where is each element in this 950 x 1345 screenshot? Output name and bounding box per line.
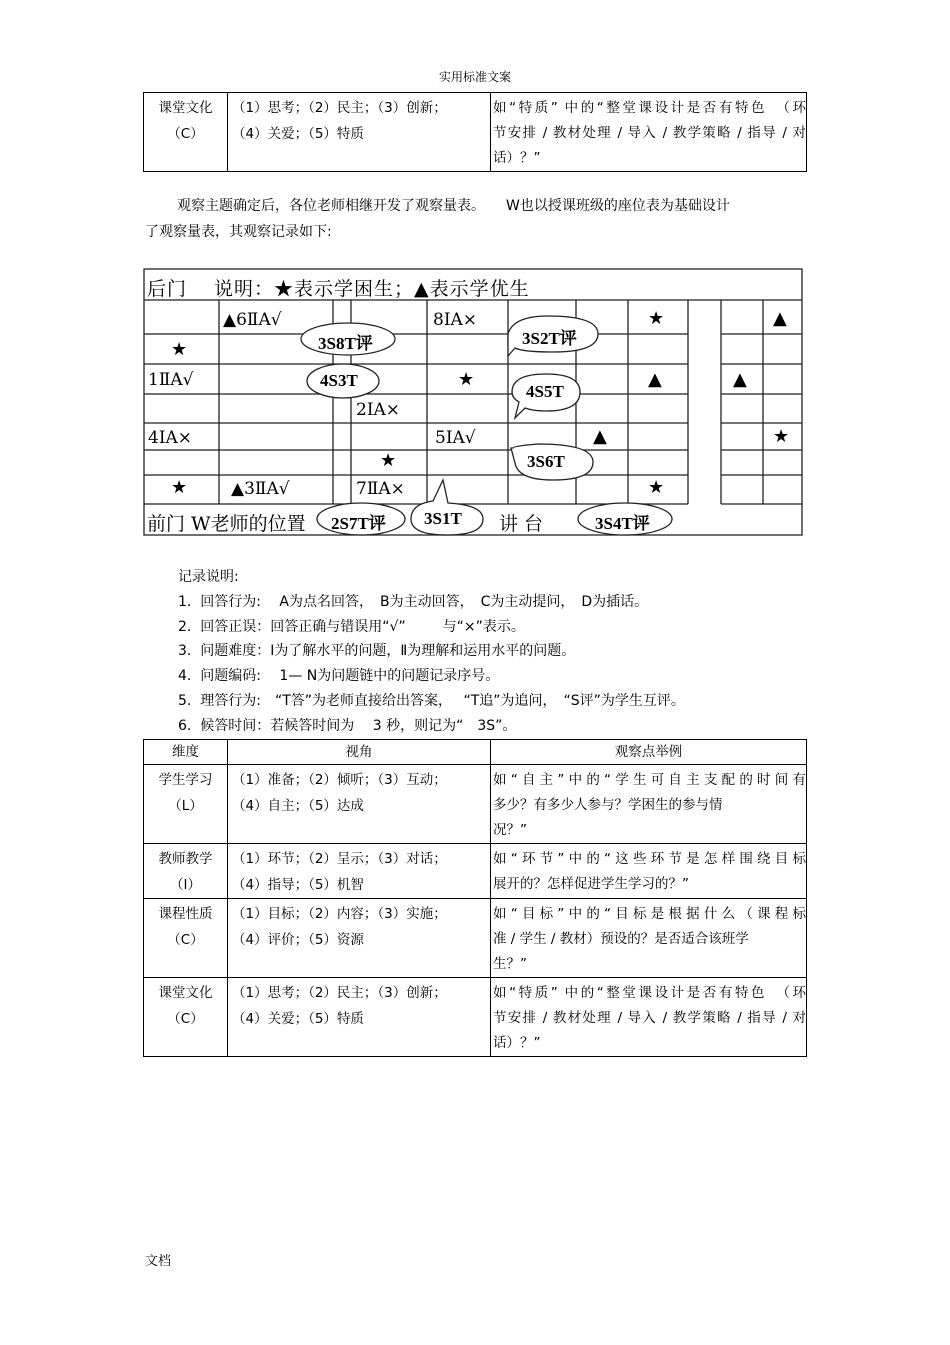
front-door-label: 前门 W老师的位置 <box>147 513 306 535</box>
star-icon: ★ <box>171 477 188 498</box>
angle-cell <box>228 765 491 844</box>
dimension-name: 课程性质 <box>158 906 213 922</box>
example-line: 话）？” <box>493 150 541 166</box>
bubble-label: 4S3T <box>320 371 358 390</box>
triangle-icon: ▲ <box>648 369 662 390</box>
note-item: 2. 回答正误：回答正确与错误用“√” 与“×”表示。 <box>178 618 525 635</box>
angle-line: （1）准备；（2）倾听；（3）互动； <box>232 772 447 788</box>
example-line: 如“特质” 中的“整堂课设计是否有特色 （环 <box>493 985 806 1001</box>
triangle-icon: ▲ <box>733 369 747 390</box>
dimension-code: （C） <box>167 932 204 948</box>
record-notes <box>178 565 685 739</box>
dimension-name: 学生学习 <box>158 772 213 788</box>
angle-line: （1）环节；（2）呈示；（3）对话； <box>232 851 447 867</box>
seat-record: 5ⅠA√ <box>435 428 476 448</box>
dimension-code: （C） <box>167 1011 204 1027</box>
angle-cell <box>228 899 491 978</box>
column-header: 视角 <box>228 740 491 765</box>
dimension-name: 教师教学 <box>158 851 213 867</box>
angle-cell <box>228 93 491 172</box>
example-cell <box>491 93 807 172</box>
example-line: 生？” <box>493 956 527 972</box>
table-header-row <box>144 740 807 765</box>
bubble-label: 3S2T评 <box>522 329 577 348</box>
table-row <box>144 899 807 978</box>
intro-paragraph-line1: 观察主题确定后，各位老师相继开发了观察量表。 W也以授课班级的座位表为基础设计 <box>177 198 730 214</box>
column-header: 维度 <box>144 740 228 765</box>
page-header: 实用标准文案 <box>438 70 511 84</box>
dimension-cell <box>144 978 228 1057</box>
example-line: 展开的？怎样促进学生学习的？” <box>493 876 689 892</box>
angle-line: （4）评价；（5）资源 <box>232 932 364 948</box>
angle-line: （1）目标；（2）内容；（3）实施； <box>232 906 447 922</box>
triangle-icon: ▲ <box>593 426 607 447</box>
seat-record: 2ⅠA× <box>356 400 401 420</box>
dimension-name: 课堂文化 <box>158 985 213 1001</box>
triangle-icon: ▲ <box>773 308 787 329</box>
note-item: 6. 候答时间：若候答时间为 3 秒，则记为“ 3S”。 <box>178 717 517 734</box>
dimension-code: （I） <box>170 877 201 893</box>
example-line: 如“特质” 中的“整堂课设计是否有特色 （环 <box>493 100 806 116</box>
star-icon: ★ <box>648 477 665 498</box>
table-row <box>144 765 807 844</box>
star-icon: ★ <box>380 450 397 471</box>
dimension-code: （C） <box>167 126 204 142</box>
bubble-label: 3S6T <box>527 452 565 471</box>
star-icon: ★ <box>458 369 475 390</box>
dimension-cell <box>144 899 228 978</box>
page-footer: 文档 <box>145 1254 172 1269</box>
column-header: 观察点举例 <box>491 740 807 765</box>
example-cell <box>491 844 807 899</box>
example-line: 话）？” <box>493 1035 541 1051</box>
angle-line: （4）指导；（5）机智 <box>232 877 364 893</box>
angle-line: （4）关爱；（5）特质 <box>232 126 364 142</box>
angle-line: （1）思考；（2）民主；（3）创新； <box>232 985 447 1001</box>
example-line: 如“环节”中的“这些环节是怎样围绕目标 <box>493 851 806 867</box>
note-item: 3. 问题难度：Ⅰ为了解水平的问题，Ⅱ为理解和运用水平的问题。 <box>178 643 576 660</box>
bubble-label: 3S1T <box>424 509 462 528</box>
bubble-label: 4S5T <box>526 382 564 401</box>
dimension-code: （L） <box>168 798 203 814</box>
table-row <box>144 93 807 172</box>
example-line: 节安排 / 教材处理 / 导入 / 教学策略 / 指导 / 对 <box>493 1010 806 1026</box>
seat-record: 7ⅡA× <box>356 479 405 499</box>
angle-line: （4）自主；（5）达成 <box>232 798 364 814</box>
star-icon: ★ <box>773 426 790 447</box>
seat-record: ▲6ⅡA√ <box>223 310 282 330</box>
top-table <box>143 92 807 172</box>
angle-line: （1）思考；（2）民主；（3）创新； <box>232 100 447 116</box>
example-line: 节安排 / 教材处理 / 导入 / 教学策略 / 指导 / 对 <box>493 125 806 141</box>
angle-line: （4）关爱；（5）特质 <box>232 1011 364 1027</box>
note-item: 4. 问题编码: 1— N为问题链中的问题记录序号。 <box>178 668 500 685</box>
star-icon: ★ <box>648 308 665 329</box>
dimension-name: 课堂文化 <box>158 100 213 116</box>
example-line: 多少？有多少人参与？学困生的参与情 <box>493 797 723 813</box>
note-item: 1. 回答行为: A为点名回答， B为主动回答， C为主动提问， D为插话。 <box>178 593 649 610</box>
dimension-cell <box>144 93 228 172</box>
seat-record: 1ⅡA√ <box>148 370 194 390</box>
seat-record: ▲3ⅡA√ <box>231 479 290 499</box>
table-row <box>144 844 807 899</box>
table-row <box>144 978 807 1057</box>
dimension-cell <box>144 844 228 899</box>
note-item: 5. 理答行为: “T答”为老师直接给出答案， “T追”为追问， “S评”为学生互评。 <box>178 692 685 709</box>
angle-cell <box>228 978 491 1057</box>
podium-label: 讲 台 <box>499 513 544 535</box>
notes-title: 记录说明: <box>178 569 239 585</box>
example-line: 准 / 学生 / 教材）预设的？是否适合该班学 <box>493 931 749 947</box>
angle-cell <box>228 844 491 899</box>
bubble-label: 3S4T评 <box>595 514 650 533</box>
star-icon: ★ <box>171 339 188 360</box>
example-line: 如“自主”中的“学生可自主支配的时间有 <box>493 772 806 788</box>
chart-legend-title: 后门 说明：★表示学困生；▲表示学优生 <box>147 278 530 300</box>
example-line: 如“目标”中的“目标是根据什么（课程标 <box>493 906 806 922</box>
bubble-label: 3S8T评 <box>318 334 373 353</box>
example-cell <box>491 978 807 1057</box>
seating-chart <box>143 268 803 536</box>
example-line: 况？” <box>493 822 527 838</box>
bubble-label: 2S7T评 <box>331 514 386 533</box>
dimension-cell <box>144 765 228 844</box>
example-cell <box>491 899 807 978</box>
seat-record: 8ⅠA× <box>433 310 478 330</box>
observation-table <box>143 739 807 1057</box>
intro-paragraph-line2: 了观察量表，其观察记录如下: <box>145 224 332 240</box>
example-cell <box>491 765 807 844</box>
seat-record: 4ⅠA× <box>148 428 193 448</box>
